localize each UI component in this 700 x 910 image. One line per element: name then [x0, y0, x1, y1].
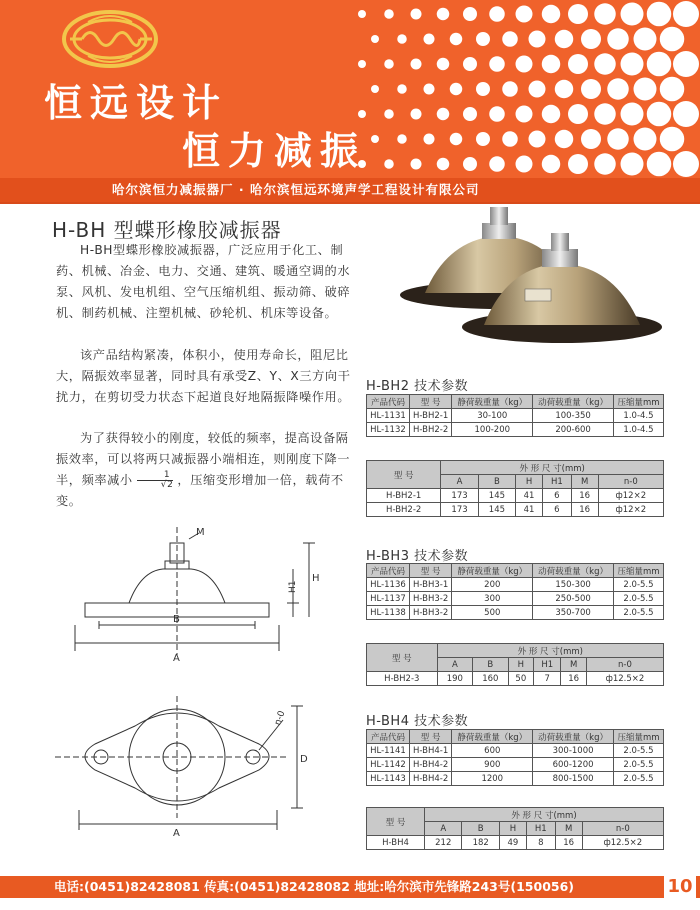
header-title-line2: 恒力减振 — [182, 129, 367, 173]
decorative-dot — [384, 59, 394, 69]
table-row — [367, 744, 664, 758]
table-header: 型 号 — [409, 564, 451, 578]
table-header: A — [437, 658, 472, 672]
decorative-dot — [358, 10, 366, 18]
decorative-dot — [634, 128, 657, 151]
decorative-dot — [660, 127, 685, 152]
fraction — [137, 471, 174, 490]
decorative-dot — [371, 85, 379, 93]
decorative-dot — [411, 9, 422, 20]
table-header: 静荷载重量（kg） — [452, 564, 533, 578]
table-row — [367, 489, 664, 503]
decorative-dot — [411, 109, 422, 120]
table-header: 型 号 — [367, 808, 425, 836]
page-number: 10 — [664, 872, 696, 902]
decorative-dot — [621, 103, 644, 126]
table-row — [367, 672, 664, 686]
decorative-dot — [371, 35, 379, 43]
label-n: n-0 — [273, 709, 288, 727]
table-cell: 182 — [462, 836, 499, 850]
table-cell: 30-100 — [452, 409, 533, 423]
table-cell: 6 — [542, 489, 571, 503]
fraction-numerator: 1 — [137, 471, 174, 481]
decorative-dot — [673, 51, 699, 77]
product-description-3 — [56, 428, 356, 512]
table-cell: H-BH2-1 — [367, 489, 441, 503]
decorative-dot — [555, 30, 574, 49]
table-cell: 16 — [571, 489, 598, 503]
decorative-dot — [437, 58, 450, 71]
decorative-dot — [411, 59, 422, 70]
decorative-dot — [476, 132, 490, 146]
decorative-dot — [673, 101, 699, 127]
bh2-title: H-BH2 技术参数 — [366, 379, 469, 394]
decorative-dot — [621, 53, 644, 76]
decorative-dot — [542, 105, 561, 124]
table-header-row — [367, 564, 664, 578]
table-cell: 160 — [473, 672, 508, 686]
decorative-dot — [516, 6, 533, 23]
table-cell: H-BH4-1 — [409, 744, 451, 758]
table-cell: 173 — [441, 489, 478, 503]
decorative-dot — [358, 60, 366, 68]
table-header: 动荷载重量（kg） — [533, 395, 614, 409]
table-cell: 145 — [478, 503, 515, 517]
decorative-dot — [673, 151, 699, 177]
table-row — [367, 772, 664, 786]
table-header: n-0 — [582, 822, 663, 836]
table-cell: H-BH4-2 — [409, 772, 451, 786]
table-cell: 145 — [478, 489, 515, 503]
decorative-dot — [516, 156, 533, 173]
table-cell: 41 — [516, 489, 543, 503]
table-cell: 41 — [516, 503, 543, 517]
decorative-dot — [529, 131, 546, 148]
table-header: n-0 — [586, 658, 663, 672]
decorative-dot — [450, 133, 463, 146]
decorative-dot — [384, 109, 394, 119]
table-row — [367, 758, 664, 772]
decorative-dot — [516, 56, 533, 73]
table-cell: 300 — [452, 592, 533, 606]
table-cell: ф12×2 — [598, 503, 663, 517]
table-cell: HL-1141 — [367, 744, 410, 758]
table-cell: 2.0-5.5 — [613, 744, 663, 758]
table-cell: H-BH2-1 — [409, 409, 451, 423]
decorative-dot — [502, 31, 518, 47]
table-row — [367, 606, 664, 620]
decorative-dot — [594, 153, 616, 175]
decorative-dot — [555, 130, 574, 149]
decorative-dot — [489, 6, 505, 22]
decorative-dot — [424, 84, 435, 95]
table-cell: 49 — [499, 836, 526, 850]
table-cell: HL-1142 — [367, 758, 410, 772]
bh3-load-table — [366, 563, 664, 620]
table-header: M — [571, 475, 598, 489]
table-cell: 16 — [571, 503, 598, 517]
table-header-row — [367, 395, 664, 409]
table-cell: 200 — [452, 578, 533, 592]
decorative-dot — [463, 57, 477, 71]
table-row — [367, 578, 664, 592]
table-cell: 1.0-4.5 — [613, 423, 663, 437]
table-header: 产品代码 — [367, 564, 410, 578]
company-logo — [60, 8, 160, 70]
table-cell: 500 — [452, 606, 533, 620]
decorative-dot — [529, 81, 546, 98]
paragraph — [56, 428, 356, 512]
decorative-dot — [489, 106, 505, 122]
decorative-dot — [476, 82, 490, 96]
decorative-dot — [568, 54, 588, 74]
decorative-dot — [463, 157, 477, 171]
decorative-dot — [437, 8, 450, 21]
product-description-2 — [56, 345, 356, 408]
product-photo — [390, 205, 665, 355]
table-header: 压缩量mm — [613, 730, 663, 744]
table-cell: 600-1200 — [533, 758, 614, 772]
contact-footer: 电话:(0451)82428081 传真:(0451)82428082 地址:哈尔滨市先锋路243号(150056) — [0, 876, 700, 898]
decorative-dot — [621, 153, 644, 176]
decorative-dot — [450, 33, 463, 46]
bh2-dimension-table — [366, 460, 664, 517]
bh3-dimension-table — [366, 643, 664, 686]
table-cell: 2.0-5.5 — [613, 606, 663, 620]
paragraph: 该产品结构紧凑，体积小，使用寿命长，阻尼比大，隔振效率显著，同时具有承受Z、Y、X三方向干扰力，在剪切受力状态下起道良好地隔振降噪作用。 — [56, 348, 351, 404]
decorative-dot — [607, 78, 629, 100]
decorative-dot — [502, 81, 518, 97]
paragraph-text: 为了获得较小的刚度，较低的频率，提高设备隔振效率，可以将两只减振器小端相连，则刚度下降一半，频率减小 — [56, 431, 351, 487]
decorative-dot — [358, 110, 366, 118]
table-cell: ф12.5×2 — [582, 836, 663, 850]
table-header: 动荷载重量（kg） — [533, 564, 614, 578]
decorative-dot — [450, 83, 463, 96]
table-cell: 2.0-5.5 — [613, 578, 663, 592]
decorative-dot — [594, 3, 616, 25]
decorative-dot — [463, 7, 477, 21]
paragraph: H-BH型蝶形橡胶减振器，广泛应用于化工、制药、机械、冶金、电力、交通、建筑、暖通空调的水泵、风机、发电机组、空气压缩机组、振动筛、破碎机、制药机械、注塑机械、砂轮机、机床等设备。 — [56, 243, 351, 320]
table-row — [367, 503, 664, 517]
decorative-dot — [397, 34, 407, 44]
table-header: 型 号 — [409, 395, 451, 409]
table-cell: 250-500 — [533, 592, 614, 606]
table-row — [367, 423, 664, 437]
table-header-row — [367, 644, 664, 658]
table-cell: HL-1132 — [367, 423, 410, 437]
company-name-strip: 哈尔滨恒力减振器厂 · 哈尔滨恒远环境声学工程设计有限公司 — [0, 178, 700, 202]
decorative-dot — [437, 108, 450, 121]
table-header: M — [555, 822, 582, 836]
table-cell: HL-1136 — [367, 578, 410, 592]
table-cell: 800-1500 — [533, 772, 614, 786]
decorative-dot — [581, 29, 601, 49]
table-cell: 6 — [542, 503, 571, 517]
table-header: 外 形 尺 寸(mm) — [437, 644, 663, 658]
table-cell: 190 — [437, 672, 472, 686]
table-cell: 173 — [441, 503, 478, 517]
table-header-row — [367, 730, 664, 744]
table-header: H — [499, 822, 526, 836]
bh4-title: H-BH4 技术参数 — [366, 714, 469, 729]
table-header: H — [508, 658, 534, 672]
table-cell: 300-1000 — [533, 744, 614, 758]
table-cell: H-BH4 — [367, 836, 425, 850]
decorative-dot — [397, 84, 407, 94]
table-cell: 2.0-5.5 — [613, 772, 663, 786]
decorative-dot — [647, 52, 672, 77]
decorative-dot — [371, 135, 379, 143]
table-cell: HL-1143 — [367, 772, 410, 786]
table-cell: 100-200 — [452, 423, 533, 437]
decorative-dot — [489, 156, 505, 172]
decorative-dot — [634, 28, 657, 51]
side-view-drawing — [55, 525, 345, 675]
label-d: D — [300, 754, 308, 765]
decorative-dot — [424, 134, 435, 145]
table-cell: 50 — [508, 672, 534, 686]
table-header: M — [561, 658, 587, 672]
decorative-dot — [594, 103, 616, 125]
table-cell: 8 — [526, 836, 555, 850]
table-cell: 1.0-4.5 — [613, 409, 663, 423]
table-header: B — [478, 475, 515, 489]
label-m: M — [196, 527, 205, 538]
table-cell: HL-1138 — [367, 606, 410, 620]
table-cell: 900 — [452, 758, 533, 772]
table-header: A — [425, 822, 462, 836]
table-header: H1 — [534, 658, 561, 672]
label-h1: H1 — [288, 580, 298, 593]
table-cell: 150-300 — [533, 578, 614, 592]
table-cell: 212 — [425, 836, 462, 850]
table-header: H — [516, 475, 543, 489]
table-row — [367, 592, 664, 606]
decorative-dot — [607, 128, 629, 150]
table-header: 动荷载重量（kg） — [533, 730, 614, 744]
table-cell: H-BH3-1 — [409, 578, 451, 592]
table-cell: 2.0-5.5 — [613, 758, 663, 772]
decorative-dot — [516, 106, 533, 123]
decorative-dot — [568, 4, 588, 24]
decorative-dot — [437, 158, 450, 171]
decorative-dot — [542, 5, 561, 24]
header-title-line1: 恒远设计 — [44, 81, 229, 125]
table-header: 型 号 — [409, 730, 451, 744]
decorative-dot — [555, 80, 574, 99]
table-cell: 350-700 — [533, 606, 614, 620]
label-b: B — [173, 614, 180, 625]
decorative-dot — [568, 104, 588, 124]
table-cell: 16 — [561, 672, 587, 686]
table-header: 型 号 — [367, 644, 438, 672]
decorative-dot — [397, 134, 407, 144]
table-header: 压缩量mm — [613, 564, 663, 578]
table-cell: HL-1137 — [367, 592, 410, 606]
table-cell: 2.0-5.5 — [613, 592, 663, 606]
table-header: n-0 — [598, 475, 663, 489]
table-header: H1 — [542, 475, 571, 489]
table-cell: 7 — [534, 672, 561, 686]
decorative-dot — [424, 34, 435, 45]
decorative-dot — [647, 152, 672, 177]
table-header: 压缩量mm — [613, 395, 663, 409]
table-cell: 200-600 — [533, 423, 614, 437]
bh3-title: H-BH3 技术参数 — [366, 549, 469, 564]
decorative-dot — [542, 155, 561, 174]
table-header: 静荷载重量（kg） — [452, 395, 533, 409]
table-cell: H-BH2-2 — [409, 423, 451, 437]
table-cell: 16 — [555, 836, 582, 850]
table-cell: ф12×2 — [598, 489, 663, 503]
label-h: H — [312, 573, 320, 584]
decorative-dot — [384, 9, 394, 19]
table-cell: HL-1131 — [367, 409, 410, 423]
decorative-dot — [634, 78, 657, 101]
decorative-dot — [529, 31, 546, 48]
table-header: B — [462, 822, 499, 836]
top-view-drawing — [55, 690, 345, 840]
table-header-row — [367, 461, 664, 475]
decorative-dot — [660, 27, 685, 52]
bh4-load-table — [366, 729, 664, 786]
table-header: 产品代码 — [367, 395, 410, 409]
bh2-load-table — [366, 394, 664, 437]
label-a: A — [173, 653, 180, 664]
table-cell: H-BH4-2 — [409, 758, 451, 772]
table-header: 型 号 — [367, 461, 441, 489]
table-header-row — [367, 808, 664, 822]
decorative-dot — [568, 154, 588, 174]
product-description-1 — [56, 240, 356, 324]
dot-pattern-decoration — [350, 0, 700, 182]
decorative-dot — [647, 2, 672, 27]
paragraph-text: ，压缩变形增加一倍，载荷不变。 — [56, 473, 344, 508]
product-title: H-BH 型蝶形橡胶减振器 — [52, 218, 282, 242]
page-header — [0, 0, 700, 182]
table-header: 外 形 尺 寸(mm) — [441, 461, 664, 475]
decorative-dot — [594, 53, 616, 75]
decorative-dot — [673, 1, 699, 27]
table-cell: 1200 — [452, 772, 533, 786]
decorative-dot — [581, 79, 601, 99]
decorative-dot — [542, 55, 561, 74]
decorative-dot — [476, 32, 490, 46]
decorative-dot — [411, 159, 422, 170]
decorative-dot — [660, 77, 685, 102]
decorative-dot — [502, 131, 518, 147]
decorative-dot — [607, 28, 629, 50]
bh4-dimension-table — [366, 807, 664, 850]
table-cell: 100-350 — [533, 409, 614, 423]
table-header: B — [473, 658, 508, 672]
table-cell: H-BH2-3 — [367, 672, 438, 686]
table-header: 静荷载重量（kg） — [452, 730, 533, 744]
fraction-denominator: √2 — [160, 480, 174, 490]
table-header: H1 — [526, 822, 555, 836]
decorative-dot — [621, 3, 644, 26]
table-cell: ф12.5×2 — [586, 672, 663, 686]
table-cell: 600 — [452, 744, 533, 758]
table-row — [367, 409, 664, 423]
decorative-dot — [647, 102, 672, 127]
decorative-dot — [581, 129, 601, 149]
decorative-dot — [489, 56, 505, 72]
table-header: 外 形 尺 寸(mm) — [425, 808, 664, 822]
decorative-dot — [384, 159, 394, 169]
label-a2: A — [173, 828, 180, 839]
table-row — [367, 836, 664, 850]
decorative-dot — [463, 107, 477, 121]
table-header: 产品代码 — [367, 730, 410, 744]
table-cell: H-BH2-2 — [367, 503, 441, 517]
table-cell: H-BH3-2 — [409, 592, 451, 606]
divider — [0, 202, 700, 204]
table-header: A — [441, 475, 478, 489]
table-cell: H-BH3-2 — [409, 606, 451, 620]
